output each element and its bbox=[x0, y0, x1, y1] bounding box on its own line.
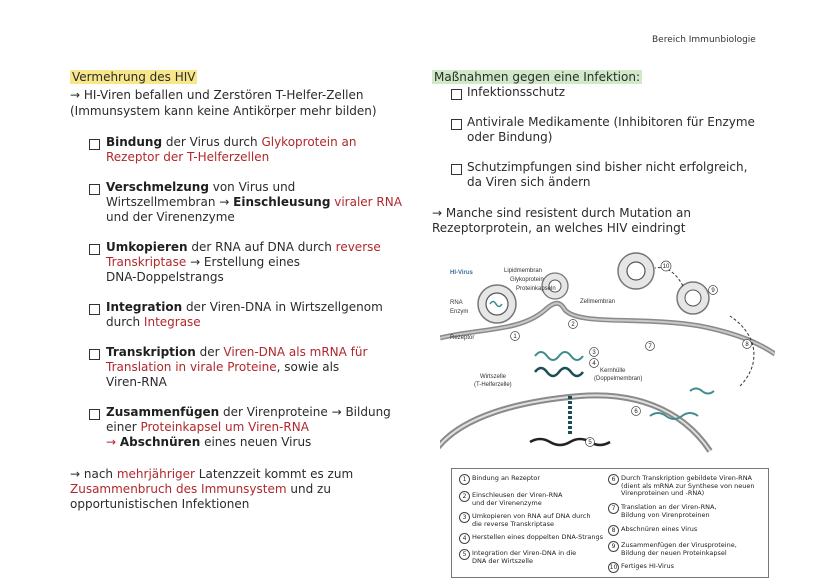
outro: → nach mehrjähriger Latenzzeit kommt es zum Zusammenbruch des Immunsystem und zu opportunistischen Infektionen bbox=[70, 467, 354, 511]
label-glyco: Glykoprotein bbox=[510, 277, 544, 283]
legend-number: 7 bbox=[608, 503, 619, 514]
checkbox-icon bbox=[89, 409, 100, 420]
label-nucleus: Kernhülle bbox=[600, 368, 626, 374]
step-number: 3 bbox=[592, 350, 596, 356]
label-hiv: HI-Virus bbox=[450, 270, 473, 276]
assembling-capsid bbox=[685, 290, 701, 306]
nuclear-envelope-inner bbox=[440, 395, 710, 451]
checkbox-icon bbox=[451, 89, 462, 100]
checkbox-icon bbox=[89, 244, 100, 255]
legend-number: 8 bbox=[608, 525, 619, 536]
step-number: 9 bbox=[711, 288, 715, 294]
label-cell-membrane: Zellmembran bbox=[580, 299, 616, 305]
legend-number: 5 bbox=[459, 549, 470, 560]
step-number: 2 bbox=[571, 322, 575, 328]
measure-protection: Infektionsschutz bbox=[467, 85, 566, 99]
step-number: 5 bbox=[588, 440, 592, 446]
right-title-text: Maßnahmen gegen eine Infektion: bbox=[434, 70, 640, 84]
checkbox-icon bbox=[89, 139, 100, 150]
checkbox-icon bbox=[451, 119, 462, 130]
label-capsid: Proteinkapseln bbox=[516, 286, 556, 292]
step-copy: Umkopieren der RNA auf DNA durch reverse Transkriptase → Erstellung eines DNA-Doppelstrangs bbox=[106, 240, 381, 284]
host-dna bbox=[530, 439, 610, 445]
legend-number: 10 bbox=[609, 564, 618, 571]
checkbox-icon bbox=[89, 184, 100, 195]
legend-item: Integration der Viren-DNA in die DNA der Wirtszelle bbox=[472, 549, 577, 565]
legend-item: Umkopieren von RNA auf DNA durch die reverse Transkriptase bbox=[472, 512, 591, 528]
legend-item: Translation an der Viren-RNA, Bildung von Virenproteinen bbox=[621, 503, 717, 519]
step-fusion: Verschmelzung von Virus und Wirtszellmembran → Einschleusung viraler RNA und der Virenenzyme bbox=[106, 180, 402, 224]
legend-item: Durch Transkription gebildete Viren-RNA (dient als mRNA zur Synthese von neuen Virenproteinen und -RNA) bbox=[621, 474, 755, 497]
legend-item: Abschnüren eines Virus bbox=[621, 525, 698, 533]
checkbox-icon bbox=[451, 164, 462, 175]
hiv-capsid bbox=[486, 293, 508, 315]
step-number: 10 bbox=[662, 264, 670, 270]
section-label: Bereich Immunbiologie bbox=[652, 35, 756, 45]
label-receptor: Rezeptor bbox=[450, 335, 475, 341]
step-number: 8 bbox=[745, 342, 749, 348]
hiv-replication-diagram bbox=[440, 246, 775, 466]
resistance-note: → Manche sind resistent durch Mutation an Rezeptorprotein, an welches HIV eindringt bbox=[432, 206, 691, 235]
step-integration: Integration der Viren-DNA in Wirtszellgenom durch Integrase bbox=[106, 300, 383, 329]
label-nucleus-sub: (Doppelmembran) bbox=[594, 376, 643, 382]
step-assembly: Zusammenfügen der Virenproteine → Bildung einer Proteinkapsel um Viren-RNA → Abschnüren eines neuen Virus bbox=[106, 405, 391, 449]
legend-item: Herstellen eines doppelten DNA-Strangs bbox=[472, 533, 604, 541]
checkbox-icon bbox=[89, 349, 100, 360]
mature-capsid bbox=[627, 262, 645, 280]
step-number: 1 bbox=[513, 334, 517, 340]
legend-number: 3 bbox=[459, 512, 470, 523]
step-transcription: Transkription der Viren-DNA als mRNA für Translation in virale Proteine, sowie als Viren-RNA bbox=[106, 345, 368, 389]
legend-number: 9 bbox=[608, 541, 619, 552]
label-rna: RNA bbox=[450, 300, 463, 306]
dna-double-strand bbox=[535, 368, 583, 376]
measure-antiviral: Antivirale Medikamente (Inhibitoren für Enzyme oder Bindung) bbox=[467, 115, 755, 144]
intro-line-2: (Immunsystem kann keine Antikörper mehr bilden) bbox=[70, 104, 377, 118]
label-host-cell-sub: (T-Helferzelle) bbox=[474, 382, 512, 388]
intro-line-1: → HI-Viren befallen und Zerstören T-Helfer-Zellen bbox=[70, 88, 364, 102]
step-number: 6 bbox=[634, 409, 638, 415]
measure-vaccination: Schutzimpfungen sind bisher nicht erfolgreich, da Viren sich ändern bbox=[467, 160, 748, 189]
label-lipid: Lipidmembran bbox=[504, 268, 543, 274]
legend-number: 2 bbox=[459, 491, 470, 502]
step-number: 4 bbox=[592, 361, 596, 367]
mrna-translation bbox=[690, 389, 714, 394]
legend-number: 6 bbox=[608, 474, 619, 485]
legend-item: Fertiges HI-Virus bbox=[621, 562, 675, 570]
assembly-arrow bbox=[730, 316, 754, 386]
left-title bbox=[70, 70, 197, 85]
step-number: 7 bbox=[648, 344, 652, 350]
legend-number: 4 bbox=[459, 533, 470, 544]
legend-item: Bindung an Rezeptor bbox=[472, 474, 541, 482]
nuclear-envelope bbox=[440, 395, 710, 451]
left-title-text: Vermehrung des HIV bbox=[72, 70, 196, 84]
label-enzym: Enzym bbox=[450, 309, 469, 315]
checkbox-icon bbox=[89, 304, 100, 315]
step-binding: Bindung der Virus durch Glykoprotein an Rezeptor der T-Helferzellen bbox=[106, 135, 357, 164]
right-title bbox=[432, 70, 642, 85]
legend-number: 1 bbox=[459, 474, 470, 485]
label-host-cell: Wirtszelle bbox=[480, 374, 507, 380]
viral-rna-strand bbox=[535, 352, 583, 360]
legend-item: Einschleusen der Viren-RNA und der Virenenzyme bbox=[472, 491, 563, 507]
legend-item: Zusammenfügen der Virusproteine, Bildung der neuen Proteinkapsel bbox=[621, 541, 737, 557]
